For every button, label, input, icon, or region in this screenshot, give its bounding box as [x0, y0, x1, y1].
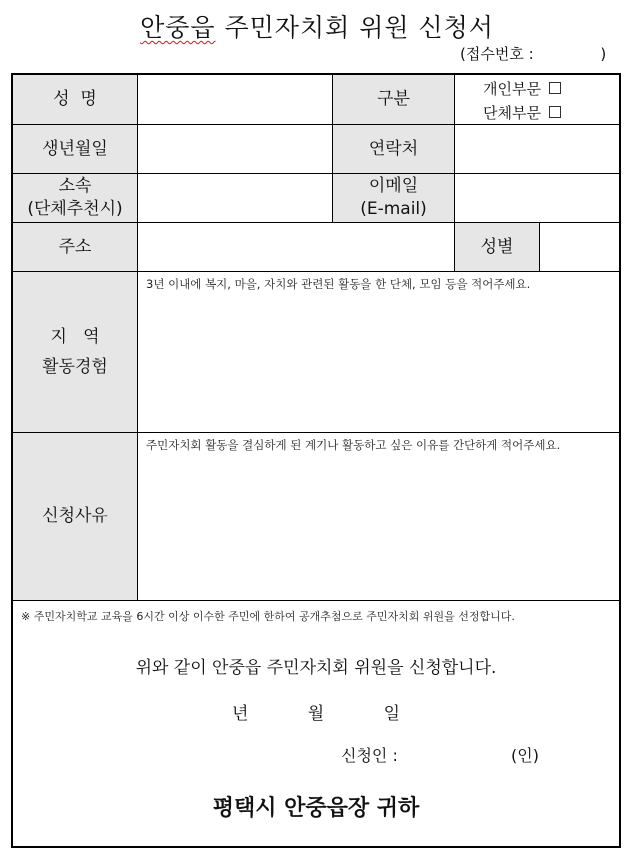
category-label: 구분: [377, 89, 410, 109]
birth-input-cell[interactable]: [138, 125, 333, 174]
category-options-cell: [455, 75, 619, 125]
address-label: 주소: [58, 236, 92, 257]
contact-input-cell[interactable]: [455, 125, 619, 174]
document-title: [0, 8, 634, 44]
gender-input-cell[interactable]: [540, 223, 619, 272]
email-input-cell[interactable]: [455, 174, 619, 223]
activity-hint: 3년 이내에 복지, 마을, 자치와 관련된 활동을 한 단체, 모임 등을 적어주세요.: [146, 277, 531, 291]
name-label-cell: [13, 75, 138, 125]
reason-label: 신청사유: [42, 506, 108, 526]
reason-hint: 주민자치회 활동을 결심하게 된 계기나 활동하고 싶은 이유를 간단하게 적어주세요.: [146, 438, 561, 452]
activity-label-line1: 지 역: [50, 327, 100, 347]
group-checkbox[interactable]: [549, 106, 561, 118]
title-rest: 주민자치회 위원 신청서: [215, 13, 494, 42]
title-underlined-word: 안중읍: [140, 13, 216, 42]
address-label-cell: [13, 223, 138, 272]
contact-label: 연락처: [368, 138, 419, 159]
affiliation-input-cell[interactable]: [138, 174, 333, 223]
gender-label-cell: [455, 223, 540, 272]
addressee-line: 평택시 안중읍장 귀하: [212, 795, 420, 821]
contact-label-cell: [333, 125, 455, 174]
name-label: 성 명: [53, 89, 97, 109]
email-label-line2: (E-mail): [360, 199, 427, 219]
email-label-cell: [333, 174, 455, 223]
affiliation-label-cell: [13, 174, 138, 223]
email-label-line1: 이메일: [368, 176, 419, 196]
birth-label: 생년월일: [42, 138, 108, 159]
affiliation-label-line1: 소속: [58, 176, 92, 196]
category-label-cell: [333, 75, 455, 125]
date-month: 월: [307, 704, 325, 724]
reason-label-cell: [13, 433, 138, 601]
option-individual-label: 개인부문: [483, 80, 541, 98]
date-day: 일: [383, 704, 401, 724]
application-form-table: [11, 73, 621, 848]
receipt-number-label: (접수번호 : ): [460, 45, 607, 63]
option-group[interactable]: [483, 102, 561, 123]
reason-input-cell[interactable]: [138, 433, 619, 601]
option-individual[interactable]: [483, 78, 561, 99]
birth-label-cell: [13, 125, 138, 174]
option-group-label: 단체부문: [483, 104, 541, 122]
declaration-text: 위와 같이 안중읍 주민자치회 위원을 신청합니다.: [135, 658, 497, 678]
selection-note: ※ 주민자치학교 교육을 6시간 이상 이수한 주민에 한하여 공개추첨으로 주민자치회 위원을 선정합니다.: [21, 610, 515, 623]
name-input-cell[interactable]: [138, 75, 333, 125]
date-line: [13, 699, 619, 724]
gender-label: 성별: [480, 236, 514, 257]
date-year: 년: [231, 704, 249, 724]
activity-input-cell[interactable]: [138, 272, 619, 433]
individual-checkbox[interactable]: [549, 82, 561, 94]
affiliation-label-line2: (단체추천시): [27, 199, 123, 219]
applicant-label: 신청인 :: [341, 746, 398, 765]
address-input-cell[interactable]: [138, 223, 455, 272]
activity-label-line2: 활동경험: [42, 357, 108, 377]
seal-label: (인): [511, 746, 539, 765]
activity-label-cell: [13, 272, 138, 433]
